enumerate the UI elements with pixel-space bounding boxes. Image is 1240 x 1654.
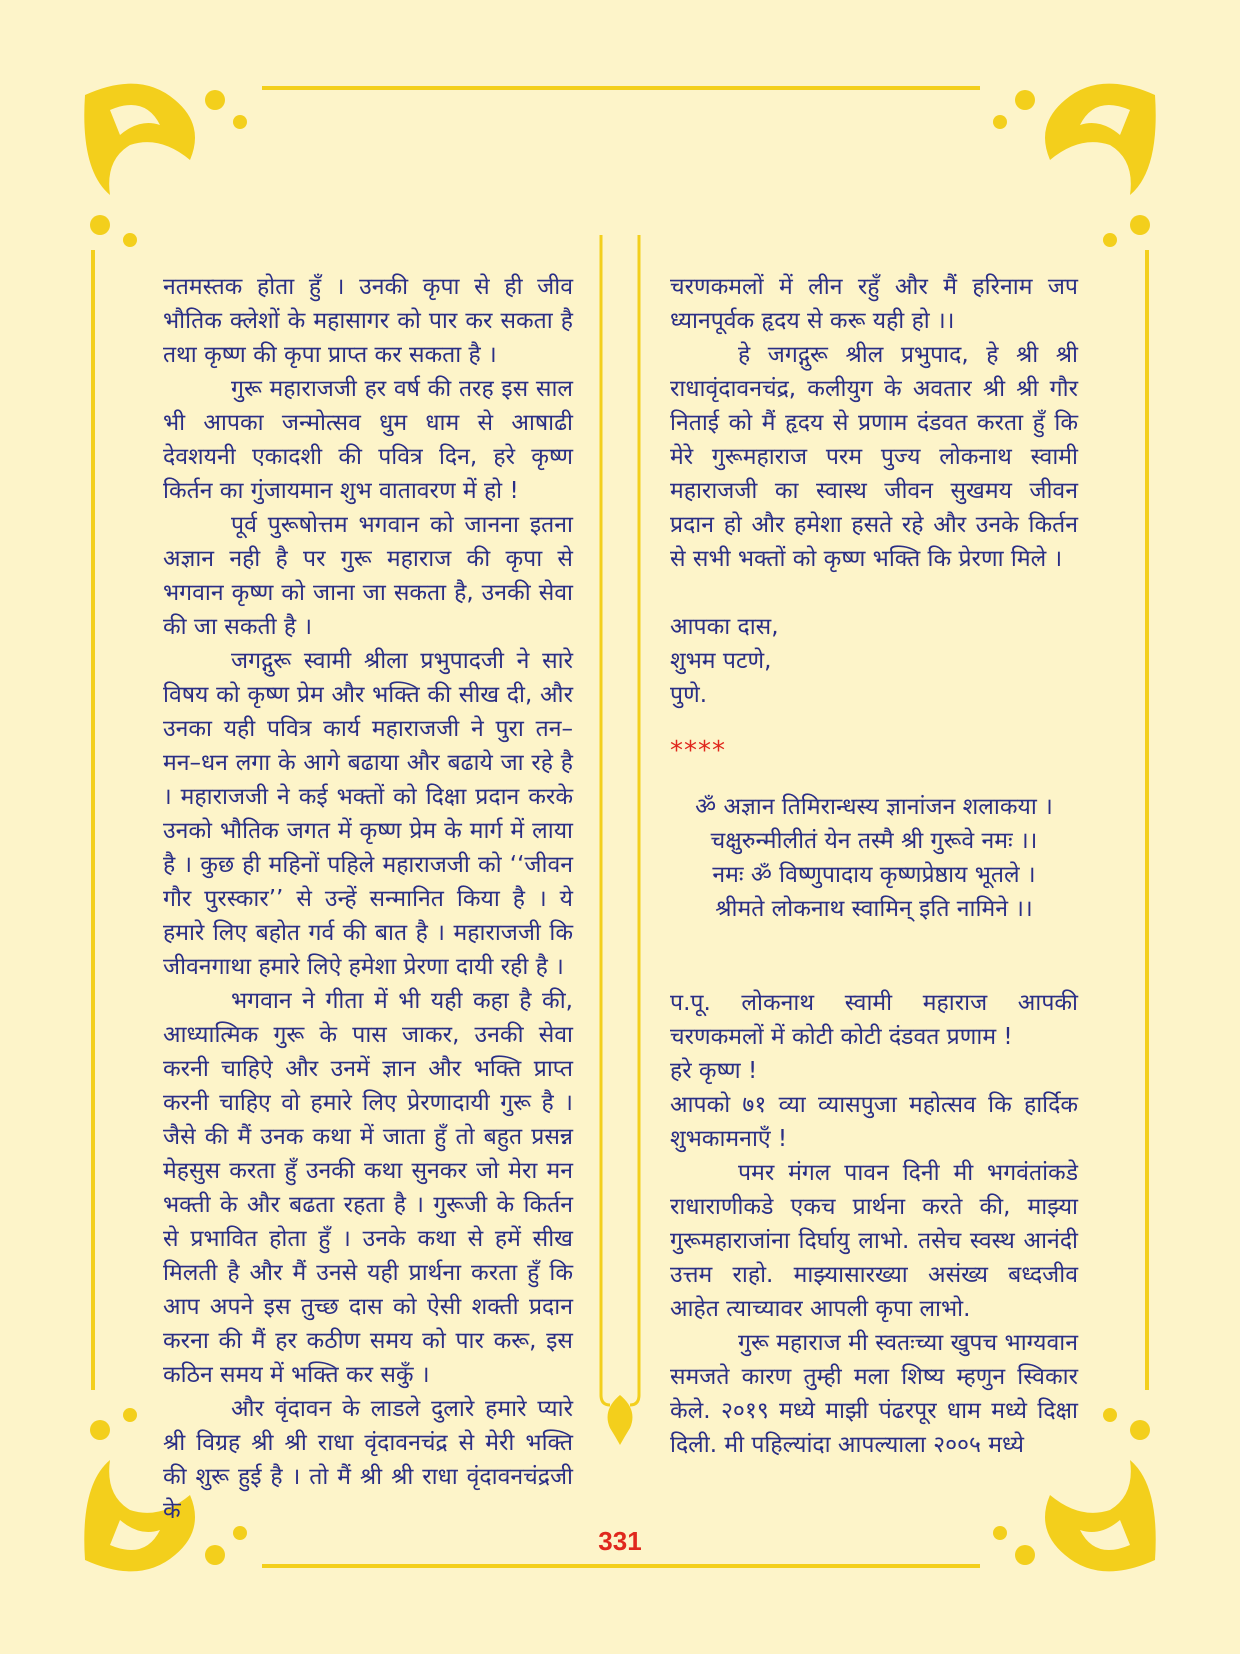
left-paragraph-3: पूर्व पुरूषोत्तम भगवान को जानना इतना अज्ञान नही है पर गुरू महाराज की कृपा से भगवान कृष्ण को जाना जा सकता है, उनकी सेवा की जा सकती है । — [163, 512, 573, 640]
right-paragraph-3: प.पू. लोकनाथ स्वामी महाराज आपकी चरणकमलों में कोटी कोटी दंडवत प्रणाम ! — [670, 990, 1078, 1050]
signature-line-2: शुभम पटणे, — [670, 648, 772, 674]
right-paragraph-7: गुरू महाराज मी स्वतःच्या खुपच भाग्यवान समजते कारण तुम्ही मला शिष्य म्हणुन स्विकार केले. २०१९ मध्ये माझी पंढरपूर धाम मध्ये दिक्षा दिली. मी पहिल्यांदा आपल्याला २००५ मध्ये — [670, 1330, 1078, 1458]
left-text-column — [163, 270, 573, 1528]
section-separator-stars: **** — [670, 736, 726, 766]
left-paragraph-1: नतमस्तक होता हुँ । उनकी कृपा से ही जीव भौतिक क्लेशों के महासागर को पार कर सकता है तथा कृष्ण की कृपा प्राप्त कर सकता है । — [163, 274, 573, 368]
divider-drop-ornament — [608, 1395, 633, 1445]
right-paragraph-6: पमर मंगल पावन दिनी मी भगवंतांकडे राधाराणीकडे एकच प्रार्थना करते की, माझ्या गुरूमहाराजांना दिर्घायु लाभो. तसेच स्वस्थ आनंदी उत्तम राहो. माझ्यासारख्या असंख्य बध्दजीव आहेत त्याच्यावर आपली कृपा लाभो. — [670, 1160, 1078, 1322]
corner-ornament-top-left — [84, 84, 247, 247]
verse-line-4: श्रीमते लोकनाथ स्वामिन् इति नामिने ।। — [715, 896, 1033, 922]
right-text-column — [670, 270, 1078, 1462]
corner-ornament-top-right — [993, 84, 1156, 247]
right-paragraph-2: हे जगद्गुरू श्रील प्रभुपाद, हे श्री श्री राधावृंदावनचंद्र, कलीयुग के अवतार श्री श्री गौर निताई को मैं हृदय से प्रणाम दंडवत करता हुँ कि मेरे गुरूमहाराज परम पुज्य लोकनाथ स्वामी महाराजजी का स्वास्थ जीवन सुखमय जीवन प्रदान हो और हमेशा हसते रहे और उनके किर्तन से सभी भक्तों को कृष्ण भक्ति कि प्रेरणा मिले । — [670, 342, 1078, 572]
left-paragraph-2: गुरू महाराजजी हर वर्ष की तरह इस साल भी आपका जन्मोत्सव धुम धाम से आषाढी देवशयनी एकादशी की पवित्र दिन, हरे कृष्ण किर्तन का गुंजायमान शुभ वातावरण में हो ! — [163, 376, 573, 504]
verse-line-2: चक्षुरुन्मीलीतं येन तस्मै श्री गुरूवे नमः ।। — [710, 828, 1038, 854]
left-paragraph-5: भगवान ने गीता में भी यही कहा है की, आध्यात्मिक गुरू के पास जाकर, उनकी सेवा करनी चाहिऐ और उनमें ज्ञान और भक्ति प्राप्त करनी चाहिए वो हमारे लिए प्रेरणादायी गुरू है । जैसे की मैं उनक कथा में जाता हुँ तो बहुत प्रसन्न मेहसुस करता हुँ उनकी कथा सुनकर जो मेरा मन भक्ती के और बढता रहता है । गुरूजी के किर्तन से प्रभावित होता हुँ । उनके कथा से हमें सीख मिलती है और मैं उनसे यही प्रार्थना करता हुँ कि आप अपने इस तुच्छ दास को ऐसी शक्ती प्रदान करना की मैं हर कठीण समय को पार करू, इस कठिन समय में भक्ति कर सकुँ । — [163, 988, 573, 1388]
right-paragraph-1: चरणकमलों में लीन रहुँ और मैं हरिनाम जप ध्यानपूर्वक हृदय से करू यही हो ।। — [670, 274, 1078, 334]
signature-line-3: पुणे. — [670, 682, 708, 708]
signature-line-1: आपका दास, — [670, 614, 779, 640]
left-paragraph-6: और वृंदावन के लाडले दुलारे हमारे प्यारे श्री विग्रह श्री श्री राधा वृंदावनचंद्र से मेरी भक्ति की शुरू हुई है । तो मैं श्री श्री राधा वृंदावनचंद्रजी के — [163, 1396, 573, 1524]
verse-line-3: नमः ॐ विष्णुपादाय कृष्णप्रेष्ठाय भूतले । — [712, 862, 1036, 888]
right-paragraph-5: आपको ७१ व्या व्यासपुजा महोत्सव कि हार्दिक शुभकामनाएँ ! — [670, 1092, 1078, 1152]
verse-line-1: ॐ अज्ञान तिमिरान्धस्य ज्ञानांजन शलाकया । — [695, 794, 1053, 820]
page-number: 331 — [598, 1526, 642, 1556]
right-paragraph-4: हरे कृष्ण ! — [670, 1058, 758, 1084]
left-paragraph-4: जगद्गुरू स्वामी श्रीला प्रभुपादजी ने सारे विषय को कृष्ण प्रेम और भक्ति की सीख दी, और उनका यही पवित्र कार्य महाराजजी ने पुरा तन–मन–धन लगा के आगे बढाया और बढाये जा रहे है । महाराजजी ने कई भक्तों को दिक्षा प्रदान करके उनको भौतिक जगत में कृष्ण प्रेम के मार्ग में लाया है । कुछ ही महिनों पहिले महाराजजी को ‘‘जीवन गौर पुरस्कार’’ से उन्हें सन्मानित किया है । ये हमारे लिए बहोत गर्व की बात है । महाराजजी कि जीवनगाथा हमारे लिऐ हमेशा प्रेरणा दायी रही है । — [163, 648, 573, 980]
